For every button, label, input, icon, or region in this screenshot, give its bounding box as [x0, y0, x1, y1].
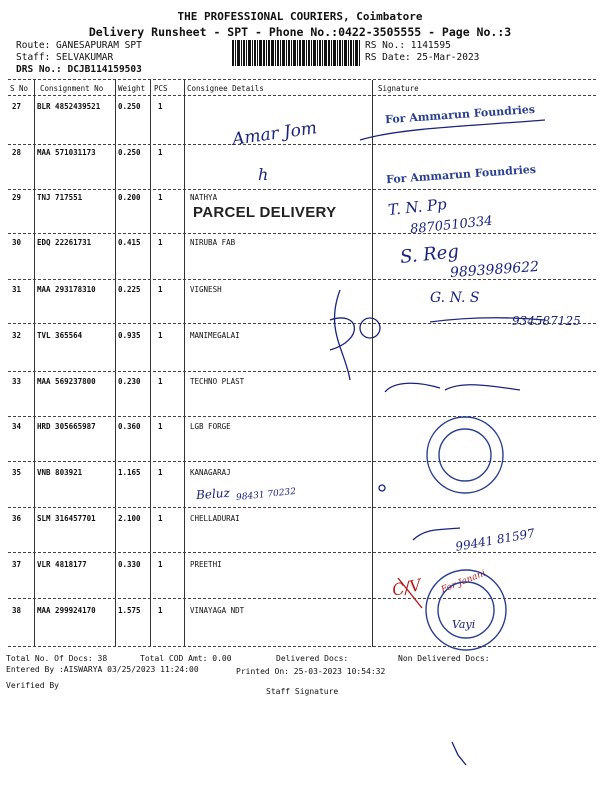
total-docs: Total No. Of Docs: 38 — [6, 654, 108, 663]
row-consignment: TNJ 717551 — [37, 193, 83, 202]
row-sno: 36 — [12, 514, 22, 523]
row-sno: 30 — [12, 238, 22, 247]
row-weight: 0.935 — [118, 331, 141, 340]
row-pcs: 1 — [158, 606, 163, 615]
row-pcs: 1 — [158, 238, 163, 247]
row-sno: 27 — [12, 102, 22, 111]
non-delivered-docs: Non Delivered Docs: — [398, 654, 490, 663]
stamp-row38: Vayi — [452, 618, 476, 631]
row-consignment: SLM 316457701 — [37, 514, 96, 523]
staff-label: Staff: SELVAKUMAR — [16, 52, 114, 63]
row-pcs: 1 — [158, 102, 163, 111]
row-weight: 1.575 — [118, 606, 141, 615]
row-consignee: TECHNO PLAST — [190, 377, 245, 386]
phone-row35: 98431 70232 — [235, 486, 297, 504]
row-consignee: KANAGARAJ — [190, 468, 231, 477]
row-pcs: 1 — [158, 193, 163, 202]
row-sno: 34 — [12, 422, 22, 431]
row-sno: 32 — [12, 331, 22, 340]
signature-row27: Amar Jom — [231, 118, 319, 150]
row-weight: 0.200 — [118, 193, 141, 202]
company-stamp-row28: For Ammarun Foundries — [385, 162, 537, 187]
route-label: Route: GANESAPURAM SPT — [16, 40, 142, 51]
signature-row28: h — [258, 165, 269, 184]
row-consignee: NIRUBA FAB — [190, 238, 236, 247]
col-consignment: Consignment No — [40, 84, 104, 93]
row-weight: 0.225 — [118, 285, 141, 294]
rs-number: RS No.: 1141595 — [365, 40, 451, 51]
col-sno: S No — [10, 84, 29, 93]
row-consignment: BLR 4852439521 — [37, 102, 101, 111]
row-consignment: MAA 293178310 — [37, 285, 96, 294]
rs-date: RS Date: 25-Mar-2023 — [365, 52, 480, 63]
col-signature: Signature — [378, 84, 419, 93]
row-pcs: 1 — [158, 377, 163, 386]
row-pcs: 1 — [158, 422, 163, 431]
row-pcs: 1 — [158, 285, 163, 294]
company-stamp-row27: For Ammarun Foundries — [384, 102, 536, 127]
signature-row37: C/V — [390, 575, 423, 600]
row-sno: 31 — [12, 285, 22, 294]
row-consignment: TVL 365564 — [37, 331, 83, 340]
row-weight: 0.415 — [118, 238, 141, 247]
row-weight: 0.230 — [118, 377, 141, 386]
signature-row29: T. N. Pp — [387, 194, 448, 220]
row-weight: 0.360 — [118, 422, 141, 431]
row-consignee: PREETHI — [190, 560, 222, 569]
stamp-row37: For Janani — [439, 568, 488, 596]
verified-by: Verified By — [6, 681, 59, 690]
phone-row29: 8870510334 — [409, 213, 494, 238]
company-title: THE PROFESSIONAL COURIERS, Coimbatore — [177, 10, 423, 23]
row-sno: 33 — [12, 377, 22, 386]
row-pcs: 1 — [158, 468, 163, 477]
signature-row31: G. N. S — [430, 290, 480, 306]
entered-by: Entered By :AISWARYA 03/25/2023 11:24:00 — [6, 665, 199, 674]
row-pcs: 1 — [158, 148, 163, 157]
phone-row30: 9893989622 — [449, 258, 540, 282]
row-consignment: MAA 299924170 — [37, 606, 96, 615]
row-sno: 37 — [12, 560, 22, 569]
row-consignee: MANIMEGALAI — [190, 331, 240, 340]
row-pcs: 1 — [158, 331, 163, 340]
row-sno: 29 — [12, 193, 22, 202]
staff-signature: Staff Signature — [266, 687, 339, 696]
signature-row30: S. Reg — [399, 240, 460, 269]
row-consignee: LGB FORGE — [190, 422, 231, 431]
row-weight: 0.250 — [118, 148, 141, 157]
phone-row31: 934587125 — [512, 314, 581, 328]
row-pcs: 1 — [158, 560, 163, 569]
row-consignee: VIGNESH — [190, 285, 222, 294]
signature-row35: Beluz — [195, 485, 231, 503]
row-consignment: HRD 305665987 — [37, 422, 96, 431]
row-sno: 35 — [12, 468, 22, 477]
row-weight: 1.165 — [118, 468, 141, 477]
runsheet-subtitle: Delivery Runsheet - SPT - Phone No.:0422-3505555 - Page No.:3 — [88, 25, 512, 39]
row-sno: 28 — [12, 148, 22, 157]
delivered-docs: Delivered Docs: — [276, 654, 349, 663]
row-sno: 38 — [12, 606, 22, 615]
row-consignment: MAA 571031173 — [37, 148, 96, 157]
row-pcs: 1 — [158, 514, 163, 523]
parcel-delivery-stamp: PARCEL DELIVERY — [193, 204, 337, 221]
row-consignment: VNB 803921 — [37, 468, 83, 477]
row-weight: 0.250 — [118, 102, 141, 111]
phone-row36: 99441 81597 — [454, 526, 536, 554]
row-weight: 2.100 — [118, 514, 141, 523]
printed-on: Printed On: 25-03-2023 10:54:32 — [236, 667, 386, 676]
row-consignment: MAA 569237800 — [37, 377, 96, 386]
row-consignee: VINAYAGA NDT — [190, 606, 245, 615]
col-weight: Weight — [118, 84, 146, 93]
col-pcs: PCS — [154, 84, 168, 93]
row-consignee: CHELLADURAI — [190, 514, 240, 523]
total-cod: Total COD Amt: 0.00 — [140, 654, 232, 663]
row-consignment: EDQ 22261731 — [37, 238, 92, 247]
row-weight: 0.330 — [118, 560, 141, 569]
row-consignment: VLR 4818177 — [37, 560, 87, 569]
drs-number: DRS No.: DCJB114159503 — [16, 64, 142, 75]
row-consignee: NATHYA — [190, 193, 218, 202]
col-consignee: Consignee Details — [187, 84, 264, 93]
